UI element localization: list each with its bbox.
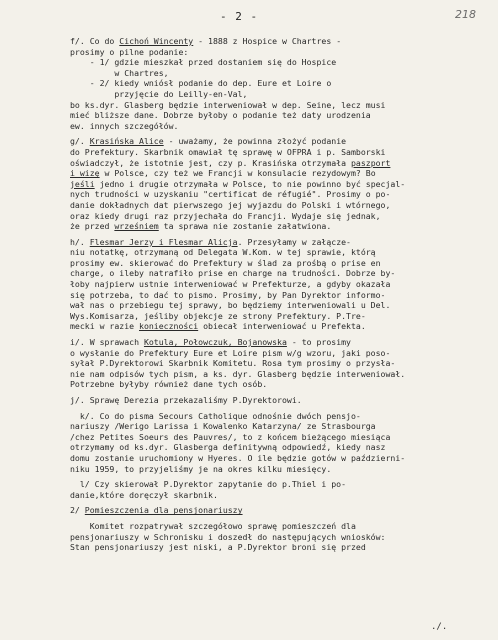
text-run: otrzymamy od ks.dyr. Glasberga definitywną odpowiedź, kiedy nasz — [70, 442, 386, 453]
text-line — [70, 57, 485, 68]
text-line — [70, 179, 485, 190]
underlined-text: Flesmar Jerzy i Flesmar Alicja — [89, 236, 238, 247]
text-run: nie nam odpisów tych pism, a ks. dyr. Glasberg będzie interweniował. — [70, 368, 406, 379]
text-line — [70, 411, 485, 422]
text-run: Potrzebne byłyby również dane tych osób. — [70, 379, 268, 390]
text-run: nych trudności w uzyskaniu "certificat de réfugié". Prosimy o po- — [70, 189, 391, 200]
text-line — [70, 89, 485, 100]
text-run: że przed — [70, 221, 115, 232]
underlined-text: konieczności — [139, 321, 199, 332]
underlined-text: jeśli — [70, 178, 95, 189]
text-run: danie dokładnych dat pierwszego jej wyjazdu do Polski i wtórnego, — [70, 199, 391, 210]
paragraph — [70, 521, 485, 553]
underlined-text: Pomieszczenia dla pensjonariuszy — [84, 505, 243, 516]
text-run: i/. W sprawach — [70, 337, 144, 348]
text-line — [70, 136, 485, 147]
text-line — [70, 348, 485, 359]
underlined-text: Cichoń Wincenty — [119, 36, 194, 46]
text-line — [70, 237, 485, 248]
text-line — [70, 311, 485, 322]
text-line — [70, 211, 485, 222]
text-line — [70, 464, 485, 475]
text-line — [70, 442, 485, 453]
text-line — [70, 395, 485, 406]
text-run: ew. innych szczegółów. — [70, 120, 179, 131]
text-line — [70, 200, 485, 211]
text-line — [70, 110, 485, 121]
text-line — [70, 221, 485, 232]
page-header — [0, 8, 498, 24]
text-line — [70, 158, 485, 169]
paragraph — [70, 479, 485, 500]
text-run: w Polsce, czy też we Francji w konsulacie rezydowym? Bo — [99, 168, 376, 179]
text-line — [70, 379, 485, 390]
text-line — [70, 521, 485, 532]
text-run: domu zostanie uruchomiony w Hyeres. O ile będzie gotów w październi- — [70, 452, 406, 463]
underlined-text: Krasińska Alice — [89, 136, 164, 147]
text-line — [70, 47, 485, 58]
text-run: wał nas o przebiegu tej sprawy, bo będziemy interweniowali u Del. — [70, 300, 391, 311]
text-run: obiecał interweniować u Prefekta. — [198, 321, 366, 332]
text-run: niku 1959, to przyjeliśmy je na okres kilku miesięcy. — [70, 463, 332, 474]
paragraph — [70, 237, 485, 332]
text-line — [70, 258, 485, 269]
text-run: łoby najpierw ustnie interweniować w Prefekturze, a gdyby okazała — [70, 279, 391, 290]
text-run: ta sprawa nie zostanie załatwiona. — [158, 221, 332, 232]
text-run: prosimy o pilne podanie: — [70, 46, 189, 57]
text-line — [70, 121, 485, 132]
text-line — [70, 479, 485, 490]
text-run: przyjęcie do Leilly-en-Val, — [70, 88, 248, 99]
text-line — [70, 290, 485, 301]
text-run: syłał P.Dyrektorowi Skarbnik Komitetu. Rosa tym prosimy o przysła- — [70, 358, 396, 369]
text-line — [70, 358, 485, 369]
letter-body — [70, 36, 485, 553]
paragraph — [70, 337, 485, 390]
text-line — [70, 100, 485, 111]
text-run: j/. Sprawę Derezia przekazaliśmy P.Dyrektorowi. — [70, 395, 302, 405]
underlined-text: paszport — [350, 157, 391, 168]
text-run: - uważamy, że powinna złożyć podanie — [163, 136, 347, 147]
underlined-text: wrześniem — [114, 221, 159, 232]
archive-number: 218 — [455, 8, 476, 21]
text-line — [70, 542, 485, 553]
text-run: - to prosimy — [286, 337, 351, 348]
text-run: /chez Petites Soeurs des Pauvres/, to z końcem bieżącego miesiąca — [70, 431, 391, 442]
text-line — [70, 247, 485, 258]
text-line — [70, 189, 485, 200]
text-run: 2/ — [70, 505, 85, 516]
text-line — [70, 369, 485, 380]
text-run: pensjonariuszy w Schronisku i doszedł do następujących wniosków: — [70, 531, 386, 542]
text-run: Wys.Komisarza, jeśliby objekcje ze strony Prefektury. P.Tre- — [70, 310, 366, 321]
text-line — [70, 337, 485, 348]
text-line — [70, 453, 485, 464]
text-run: do Prefektury. Skarbnik omawiał tę sprawę w OFPRA i p. Samborski — [70, 146, 386, 157]
text-run: h/. — [70, 236, 90, 247]
text-line — [70, 36, 485, 47]
text-line — [70, 300, 485, 311]
text-run: jedno i drugie otrzymała w Polsce, to nie powinno być specjal- — [94, 178, 406, 189]
paragraph — [70, 411, 485, 475]
underlined-text: Kotula, Połowczuk, Bojanowska — [143, 337, 287, 348]
text-run: danie,które doręczył skarbnik. — [70, 489, 218, 500]
text-run: g/. — [70, 136, 90, 147]
text-run: - 1888 z Hospice w Chartres - — [193, 36, 342, 46]
text-run: się potrzeba, to dać to pismo. Prosimy, by Pan Dyrektor informo- — [70, 289, 386, 300]
text-line — [70, 279, 485, 290]
text-run: bo ks.dyr. Glasberg będzie interweniował w dep. Seine, lecz musi — [70, 99, 386, 110]
text-line — [70, 505, 485, 516]
text-line — [70, 78, 485, 89]
text-run: - 1/ gdzie mieszkał przed dostaniem się do Hospice — [70, 57, 337, 68]
text-line — [70, 421, 485, 432]
paragraph — [70, 136, 485, 231]
text-run: l/ Czy skierował P.Dyrektor zapytanie do p.Thiel i po- — [70, 479, 347, 490]
text-run: oraz kiedy drugi raz przyjechała do Francji. Wydaje się jednak, — [70, 210, 381, 221]
text-line — [70, 532, 485, 543]
paragraph — [70, 36, 485, 131]
paragraph — [70, 395, 485, 406]
text-line — [70, 68, 485, 79]
text-run: mieć bliższe dane. Dobrze byłoby o podanie też daty urodzenia — [70, 110, 371, 121]
text-line — [70, 490, 485, 501]
text-line — [70, 147, 485, 158]
text-run: k/. Co do pisma Secours Catholique odnośnie dwóch pensjo- — [70, 410, 361, 421]
text-run: nariuszy /Werigo Larissa i Kowalenko Katarzyna/ ze Strasbourga — [70, 421, 376, 432]
text-run: w Chartres, — [70, 67, 169, 78]
text-run: niu notatkę, otrzymaną od Delegata W.Kom. w tej sprawie, którą — [70, 247, 376, 258]
text-line — [70, 432, 485, 443]
text-run: . Przesyłamy w załącze- — [237, 236, 351, 247]
text-line — [70, 321, 485, 332]
paragraph — [70, 505, 485, 516]
page-number: - 2 - — [220, 10, 259, 23]
continuation-mark: ./. — [431, 622, 448, 632]
text-run: o wysłanie do Prefektury Eure et Loire pism w/g wzoru, jaki poso- — [70, 347, 391, 358]
text-run: charge, o ileby natrafiło prise en charge na trudności. Dobrze by- — [70, 268, 396, 279]
text-run: prosimy ew. skierować do Prefektury w ślad za prośbą o prise en — [70, 257, 381, 268]
underlined-text: i wizę — [70, 168, 100, 179]
text-run: Stan pensjonariuszy jest niski, a P.Dyrektor broni się przed — [70, 542, 366, 553]
text-run: Komitet rozpatrywał szczegółowo sprawę pomieszczeń dla — [70, 520, 356, 531]
text-run: - 2/ kiedy wniósł podanie do dep. Eure et Loire o — [70, 78, 332, 89]
text-run: f/. Co do — [70, 36, 120, 46]
text-line — [70, 268, 485, 279]
text-run: oświadczył, że istotnie jest, czy p. Krasińska otrzymała — [70, 157, 351, 168]
text-run: mecki w razie — [70, 321, 140, 332]
text-line — [70, 168, 485, 179]
